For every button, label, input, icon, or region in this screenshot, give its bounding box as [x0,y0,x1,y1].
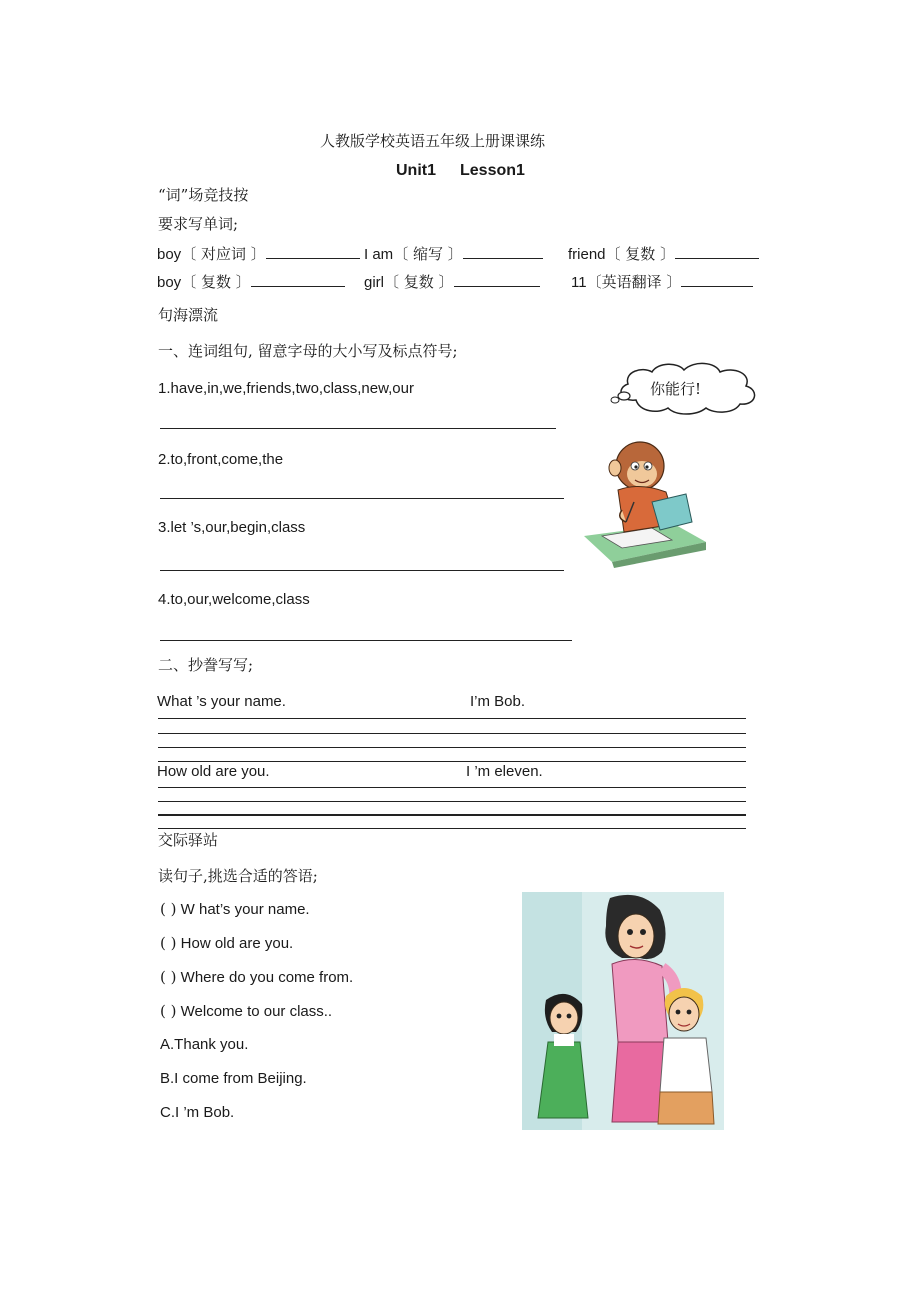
section-heading-sentences: 句海漂流 [158,306,219,324]
writing-line[interactable] [158,801,746,802]
sentence-prompt: 2.to,front,come,the [158,451,284,468]
word-item [571,271,753,292]
answer-blank[interactable] [454,272,540,287]
answer-option [160,1070,307,1087]
writing-line[interactable] [158,718,746,719]
sentence-prompt: 4.to,our,welcome,class [158,591,310,608]
option-text: .I ’m Bob. [170,1104,235,1121]
word-item [568,243,759,264]
copy-line-right: I’m Bob. [470,693,526,710]
bubble-text: 你能行! [650,380,702,398]
option-text: .I come from Beijing. [170,1070,307,1087]
answer-blank[interactable] [675,244,759,259]
writing-line[interactable] [158,761,746,762]
word-item-word: boy [157,274,182,291]
question-item [160,1002,332,1020]
option-letter: C [160,1104,171,1121]
speech-bubble [606,360,764,416]
answer-blank[interactable] [251,272,345,287]
word-item-hint: 〔 复数 〕 [605,245,676,263]
answer-blank[interactable] [681,272,753,287]
word-item [364,243,543,264]
sentence-prompt: 3.let ’s,our,begin,class [158,519,306,536]
section-heading-words: “词”场竞技按 [158,186,249,204]
option-letter: B [160,1070,171,1087]
word-item-hint: 〔 复数 〕 [384,273,454,291]
question-text: How old are you. [180,935,294,952]
answer-line[interactable] [160,498,564,499]
answer-option [160,1104,234,1121]
question-item [160,900,310,918]
answer-bracket[interactable]: ( ) [160,968,177,986]
section-heading-dialogue: 交际驿站 [158,831,219,849]
question-item [160,934,293,952]
part2-title: 二、抄誊写写; [158,656,254,674]
dialogue-instruction: 读句子,挑选合适的答语; [158,867,318,885]
writing-line[interactable] [158,787,746,788]
word-instruction: 要求写单词; [158,215,239,233]
unit-label: Unit1 [396,162,436,179]
writing-line[interactable] [158,828,746,829]
question-text: W hat’s your name. [180,901,310,918]
answer-line[interactable] [160,428,556,429]
word-item-hint: 〔英语翻译 〕 [586,273,682,291]
page-title: 人教版学校英语五年级上册课课练 [320,132,546,150]
writing-line[interactable] [158,733,746,734]
answer-bracket[interactable]: ( ) [160,934,177,952]
word-item-word: girl [364,274,385,291]
copy-line-left: How old are you. [157,763,270,780]
answer-blank[interactable] [266,244,360,259]
word-item-word: I am [364,246,394,263]
word-item-word: boy [157,246,182,263]
word-item-hint: 〔 对应词 〕 [181,245,266,263]
writing-line[interactable] [158,747,746,748]
option-text: .Thank you. [170,1036,249,1053]
question-text: Welcome to our class.. [180,1003,333,1020]
word-item [157,243,360,264]
monkey-writing-illustration [582,432,708,568]
question-item [160,968,353,986]
writing-line[interactable] [158,814,746,816]
answer-bracket[interactable]: ( ) [160,900,177,918]
word-item-word: friend [568,246,606,263]
sentence-prompt: 1.have,in,we,friends,two,class,new,our [158,380,414,397]
answer-line[interactable] [160,640,572,641]
answer-bracket[interactable]: ( ) [160,1002,177,1020]
lesson-label: Lesson1 [460,162,525,179]
word-item-hint: 〔 复数 〕 [181,273,251,291]
answer-option [160,1036,248,1053]
part1-title: 一、连词组句, 留意字母的大小写及标点符号; [158,342,458,360]
option-letter: A [160,1036,171,1053]
word-item [157,271,345,292]
teacher-students-illustration [522,892,724,1130]
word-item [364,271,540,292]
answer-blank[interactable] [463,244,543,259]
question-text: Where do you come from. [180,969,354,986]
answer-line[interactable] [160,570,564,571]
copy-line-right: I ’m eleven. [466,763,543,780]
word-item-hint: 〔 缩写 〕 [393,245,463,263]
copy-line-left: What ’s your name. [157,693,286,710]
word-item-word: 11 [571,274,587,291]
